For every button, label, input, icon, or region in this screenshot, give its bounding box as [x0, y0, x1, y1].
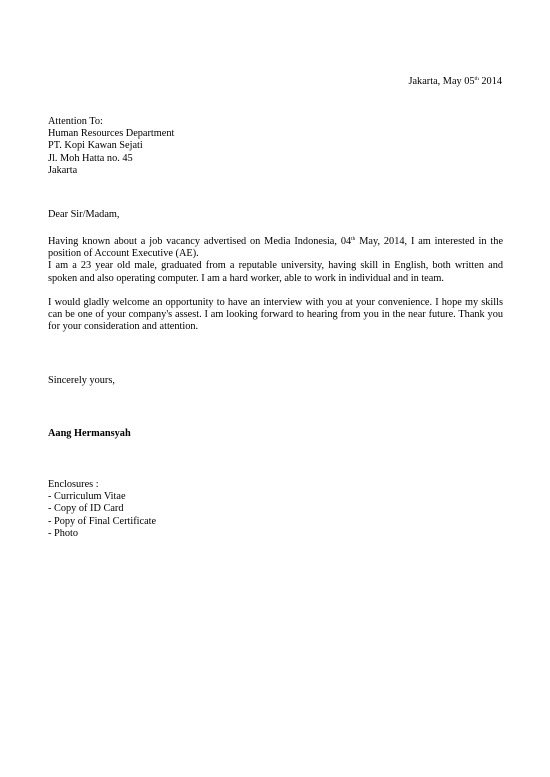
enclosure-item: - Curriculum Vitae — [48, 491, 126, 503]
body-paragraph-2: I am a 23 year old male, graduated from a reputable university, having skill in English, both written and spoken and also operating computer. I am a hard worker, able to work in individual and in team. — [48, 260, 503, 284]
signature-name: Aang Hermansyah — [48, 428, 131, 439]
body-p1-before: Having known about a job vacancy advertised on Media Indonesia, 04 — [48, 236, 352, 247]
enclosures-list — [48, 479, 503, 540]
date-ordinal: th — [474, 76, 479, 82]
enclosure-item: - Popy of Final Certificate — [48, 515, 157, 527]
recipient-attention: Attention To: — [48, 116, 103, 127]
enclosures-heading: Enclosures : — [48, 479, 99, 490]
recipient-department: Human Resources Department — [48, 128, 175, 140]
recipient-address — [48, 116, 503, 177]
letter-closing: Sincerely yours, — [48, 375, 115, 386]
body-p1-ordinal: th — [351, 236, 356, 242]
enclosure-item: - Copy of ID Card — [48, 503, 124, 515]
letter-greeting: Dear Sir/Madam, — [48, 209, 120, 220]
body-p1-after: May, 2014, I am interested in the position of Account Executive (AE). — [48, 236, 504, 260]
recipient-street: Jl. Moh Hatta no. 45 — [48, 152, 133, 164]
body-paragraph-1 — [48, 236, 503, 260]
recipient-city: Jakarta — [48, 164, 78, 176]
letter-body — [48, 236, 503, 333]
body-paragraph-3: I would gladly welcome an opportunity to have an interview with you at your convenience. I hope my skills can be one of your company's assest. I am looking forward to hearing from you in the near future. Thank you for your consideration and attention. — [48, 296, 503, 333]
recipient-company: PT. Kopi Kawan Sejati — [48, 140, 143, 152]
enclosure-item: - Photo — [48, 527, 79, 539]
letter-date — [408, 76, 502, 88]
date-year: 2014 — [478, 76, 502, 87]
date-city-day: Jakarta, May 05 — [408, 76, 475, 87]
